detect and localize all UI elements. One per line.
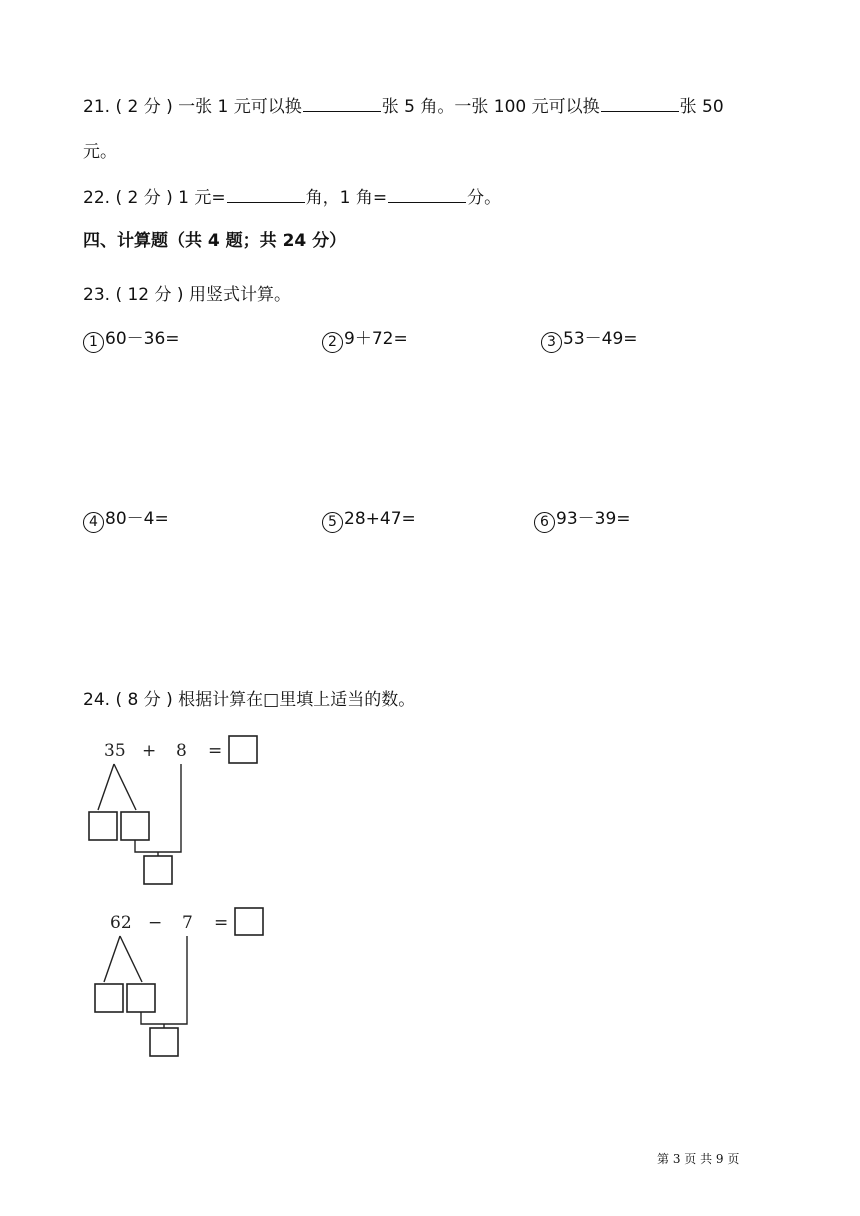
- q21-blank-2[interactable]: [601, 93, 679, 112]
- problem-expression: 9＋72=: [344, 329, 408, 349]
- problem-expression: 53－49=: [563, 329, 638, 349]
- circled-number: 6: [534, 512, 555, 533]
- diagram-1-operator: +: [142, 741, 157, 761]
- circled-number: 5: [322, 512, 343, 533]
- q22-text-c: 分。: [467, 188, 502, 208]
- diagram-2-answer-box[interactable]: [235, 908, 263, 935]
- diagram-2-connector: [141, 936, 187, 1024]
- diagram-2-number-b: 7: [182, 913, 193, 933]
- diagram-1-branch-right: [114, 764, 136, 810]
- diagram-1-result-box[interactable]: [144, 856, 172, 884]
- problem-expression: 28+47=: [344, 509, 416, 529]
- problem-1: [83, 327, 180, 353]
- problem-expression: 93－39=: [556, 509, 631, 529]
- diagram-2-split-box-1[interactable]: [95, 984, 123, 1012]
- circled-number: 1: [83, 332, 104, 353]
- diagram-1-answer-box[interactable]: [229, 736, 257, 763]
- circled-number: 2: [322, 332, 343, 353]
- problem-6: [534, 507, 631, 533]
- problem-3: [541, 327, 638, 353]
- diagram-1-connector: [135, 764, 181, 852]
- diagram-1-split-box-2[interactable]: [121, 812, 149, 840]
- diagram-2-result-box[interactable]: [150, 1028, 178, 1056]
- q21-text-d: 元。: [83, 142, 117, 162]
- diagram-2-equals: =: [214, 913, 229, 933]
- question-21-line-2: [83, 140, 117, 164]
- q21-text-b: 张 5 角。一张 100 元可以换: [381, 97, 600, 117]
- q22-text-a: 22. ( 2 分 ) 1 元=: [83, 188, 226, 208]
- question-21-line-1: [83, 93, 724, 119]
- q22-text-b: 角，1 角=: [305, 188, 388, 208]
- diagram-2-number-a: 62: [110, 913, 132, 933]
- split-diagram-2: [86, 902, 286, 1062]
- problem-2: [322, 327, 408, 353]
- circled-number: 3: [541, 332, 562, 353]
- problem-4: [83, 507, 169, 533]
- question-23-prompt: 23. ( 12 分 ) 用竖式计算。: [83, 285, 291, 305]
- q21-blank-1[interactable]: [303, 93, 381, 112]
- q22-blank-2[interactable]: [388, 184, 466, 203]
- section-4-heading: 四、计算题（共 4 题；共 24 分）: [83, 231, 347, 251]
- question-22: [83, 184, 501, 210]
- q21-text-a: 21. ( 2 分 ) 一张 1 元可以换: [83, 97, 302, 117]
- q21-text-c: 张 50: [679, 97, 724, 117]
- page-footer: 第 3 页 共 9 页: [657, 1152, 740, 1166]
- diagram-1-number-a: 35: [104, 741, 126, 761]
- problem-5: [322, 507, 416, 533]
- diagram-2-branch-right: [120, 936, 142, 982]
- diagram-2-operator: −: [148, 913, 163, 933]
- problem-expression: 80－4=: [105, 509, 169, 529]
- circled-number: 4: [83, 512, 104, 533]
- problem-expression: 60－36=: [105, 329, 180, 349]
- diagram-1-split-box-1[interactable]: [89, 812, 117, 840]
- question-24-prompt: 24. ( 8 分 ) 根据计算在□里填上适当的数。: [83, 690, 416, 710]
- diagram-1-branch-left: [98, 764, 114, 810]
- diagram-1-number-b: 8: [176, 741, 187, 761]
- split-diagram-1: [80, 730, 280, 890]
- diagram-2-split-box-2[interactable]: [127, 984, 155, 1012]
- diagram-2-branch-left: [104, 936, 120, 982]
- q22-blank-1[interactable]: [227, 184, 305, 203]
- diagram-1-equals: =: [208, 741, 223, 761]
